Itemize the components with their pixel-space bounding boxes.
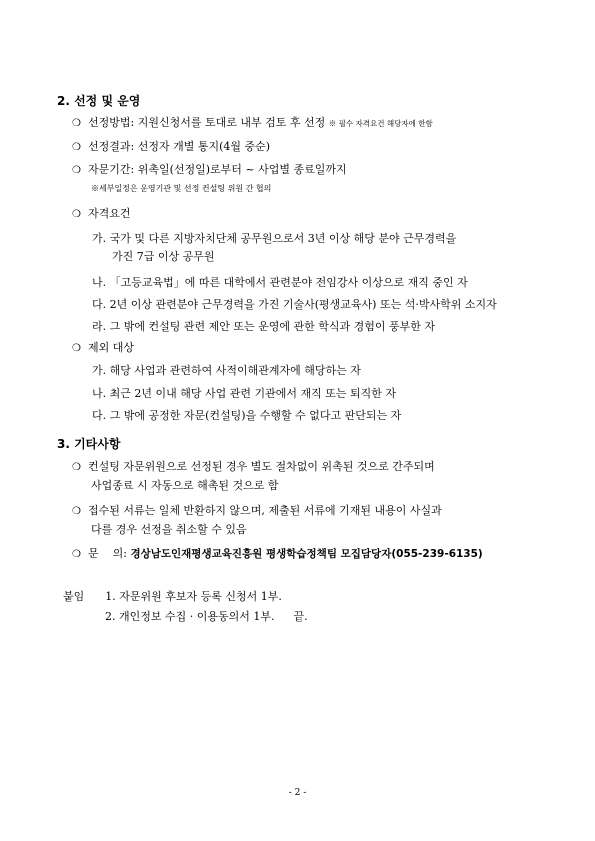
qualification-ra: 라. 그 밖에 컨설팅 관련 제안 또는 운영에 관한 학식과 경험이 풍부한 자: [92, 320, 435, 333]
circle-bullet-icon: ❍: [72, 165, 81, 176]
advisory-period-note: ※세부일정은 운영기관 및 선정 컨설팅 위원 간 협의: [91, 184, 272, 193]
qualification-da: 다. 2년 이상 관련분야 근무경력을 가진 기술사(평생교육사) 또는 석·박사학위 소지자: [92, 298, 497, 311]
end-mark: 끝.: [293, 610, 308, 623]
contact-value: 경상남도인재평생교육진흥원 평생학습정책팀 모집담당자(055-239-6135): [130, 548, 483, 560]
attachment-label: 붙임: [63, 590, 85, 603]
selection-result: ❍ 선정결과: 선정자 개별 통지(4월 중순): [72, 140, 271, 153]
section-3-title: 3. 기타사항: [57, 437, 121, 451]
circle-bullet-icon: ❍: [72, 506, 81, 517]
advisory-period: ❍ 자문기간: 위촉일(선정일)로부터 ~ 사업별 종료일까지: [72, 163, 347, 176]
circle-bullet-icon: ❍: [72, 118, 81, 129]
selection-method: ❍ 선정방법: 지원신청서를 토대로 내부 검토 후 선정 ※ 필수 자격요건 해당자에 한함: [72, 116, 433, 129]
exclusions: ❍ 제외 대상: [72, 341, 135, 354]
qualification-na: 나. 「고등교육법」에 따른 대학에서 관련분야 전임강사 이상으로 재직 중인 자: [92, 276, 468, 289]
qualifications: ❍ 자격요건: [72, 207, 131, 220]
circle-bullet-icon: ❍: [72, 343, 81, 354]
qualification-ga-cont: 가진 7급 이상 공무원: [112, 250, 215, 263]
exclusion-na: 나. 최근 2년 이내 해당 사업 관련 기관에서 재직 또는 퇴직한 자: [92, 387, 396, 400]
circle-bullet-icon: ❍: [72, 549, 81, 560]
other-item-1: ❍ 컨설팅 자문위원으로 선정된 경우 별도 절차없이 위촉된 것으로 간주되며: [72, 460, 435, 473]
section-2-title: 2. 선정 및 운영: [57, 94, 141, 108]
circle-bullet-icon: ❍: [72, 142, 81, 153]
contact-line: [72, 547, 483, 562]
circle-bullet-icon: ❍: [72, 462, 81, 473]
exclusion-ga: 가. 해당 사업과 관련하여 사적이해관계자에 해당하는 자: [92, 364, 361, 377]
qualification-ga: 가. 국가 및 다른 지방자치단체 공무원으로서 3년 이상 해당 분야 근무경력을: [92, 232, 457, 245]
attachment-1: 붙임 1. 자문위원 후보자 등록 신청서 1부.: [63, 590, 282, 603]
other-item-2: ❍ 접수된 서류는 일체 반환하지 않으며, 제출된 서류에 기재된 내용이 사실과: [72, 504, 442, 517]
attachment-2: 2. 개인정보 수집 · 이용동의서 1부. 끝.: [105, 610, 308, 623]
circle-bullet-icon: ❍: [72, 209, 81, 220]
other-item-1-cont: 사업종료 시 자동으로 해촉된 것으로 함: [91, 479, 279, 492]
exclusion-da: 다. 그 밖에 공정한 자문(컨설팅)을 수행할 수 없다고 판단되는 자: [92, 409, 402, 422]
page-number: - 2 -: [288, 788, 307, 798]
selection-method-note: ※ 필수 자격요건 해당자에 한함: [328, 119, 433, 128]
other-item-2-cont: 다를 경우 선정을 취소할 수 있음: [91, 523, 247, 536]
contact-label: 문 의:: [88, 547, 127, 560]
